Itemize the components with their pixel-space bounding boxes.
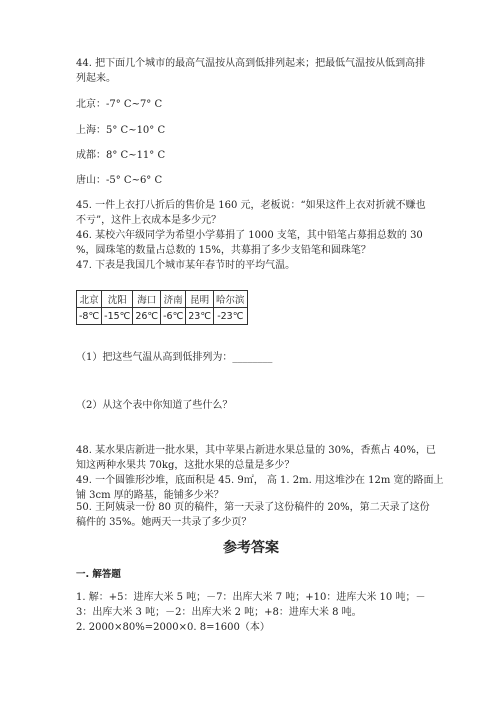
q44-line1: 44. 把下面几个城市的最高气温按从高到低排列起来；把最低气温按从低到高排	[76, 58, 426, 69]
table-cell: 海口	[133, 291, 161, 308]
temperature-table	[76, 290, 248, 325]
q46-line2: %，圆珠笔的数量占总数的 15%，共募捐了多少支铅笔和圆珠笔？	[76, 245, 371, 256]
answer1-line1: 1. 解：+5：进库大米 5 吨；－7：出库大米 7 吨；+10：进库大米 10 吨；－	[76, 592, 426, 603]
q47-sub2: （2）从这个表中你知道了些什么？	[76, 400, 233, 411]
table-cell: -23℃	[214, 308, 248, 325]
q50-line1: 50. 王阿姨录一份 80 页的稿件，第一天录了这份稿件的 20%，第二天录了这份	[76, 502, 430, 513]
table-cell: 26℃	[133, 308, 161, 325]
q46-line1: 46. 某校六年级同学为希望小学募捐了 1000 支笔，其中铅笔占募捐总数的 30	[76, 230, 423, 241]
q49-line2: 铺 3cm 厚的路基，能铺多少米？	[76, 490, 224, 501]
table-cell: 沈阳	[102, 291, 133, 308]
section-title: 一. 解答题	[76, 569, 121, 580]
table-cell: 哈尔滨	[214, 291, 248, 308]
table-cell: -6℃	[161, 308, 186, 325]
q45-line1: 45. 一件上衣打八折后的售价是 160 元，老板说：“如果这件上衣对折就不赚也	[76, 200, 426, 211]
city-shanghai: 上海：5° C~10° C	[76, 125, 166, 136]
table-cell: 昆明	[186, 291, 214, 308]
q47-sub1: （1）把这些气温从高到低排列为：________	[76, 352, 273, 363]
table-cell: 23℃	[186, 308, 214, 325]
q45-line2: 不亏”，这件上衣成本是多少元？	[76, 215, 222, 226]
table-cell: 北京	[77, 291, 102, 308]
table-row-temps	[77, 308, 248, 325]
city-tangshan: 唐山：-5° C~6° C	[76, 175, 163, 186]
q48-line2: 知这两种水果共 70kg，这批水果的总量是多少？	[76, 460, 295, 471]
q48-line1: 48. 某水果店新进一批水果，其中苹果占新进水果总量的 30%，香蕉占 40%，已	[76, 445, 436, 456]
table-cell: 济南	[161, 291, 186, 308]
answer-key-title: 参考答案	[223, 540, 279, 556]
table-cell: -8℃	[77, 308, 102, 325]
answer2-line1: 2. 2000×80%=2000×0. 8=1600（本）	[76, 622, 270, 633]
q47-line1: 47. 下表是我国几个城市某年春节时的平均气温。	[76, 260, 296, 271]
q49-line1: 49. 一个圆锥形沙堆，底面积是 45. 9㎡， 高 1. 2m. 用这堆沙在 12m 宽的路面上	[76, 475, 444, 486]
answer1-line2: 3：出库大米 3 吨；－2：出库大米 2 吨；+8：进库大米 8 吨。	[76, 607, 362, 618]
q50-line2: 稿件的 35%。她两天一共录了多少页？	[76, 517, 252, 528]
table-row-cities	[77, 291, 248, 308]
city-beijing: 北京：-7° C~7° C	[76, 99, 163, 110]
table-cell: -15℃	[102, 308, 133, 325]
q44-line2: 列起来。	[76, 73, 116, 84]
city-chengdu: 成都：8° C~11° C	[76, 150, 166, 161]
